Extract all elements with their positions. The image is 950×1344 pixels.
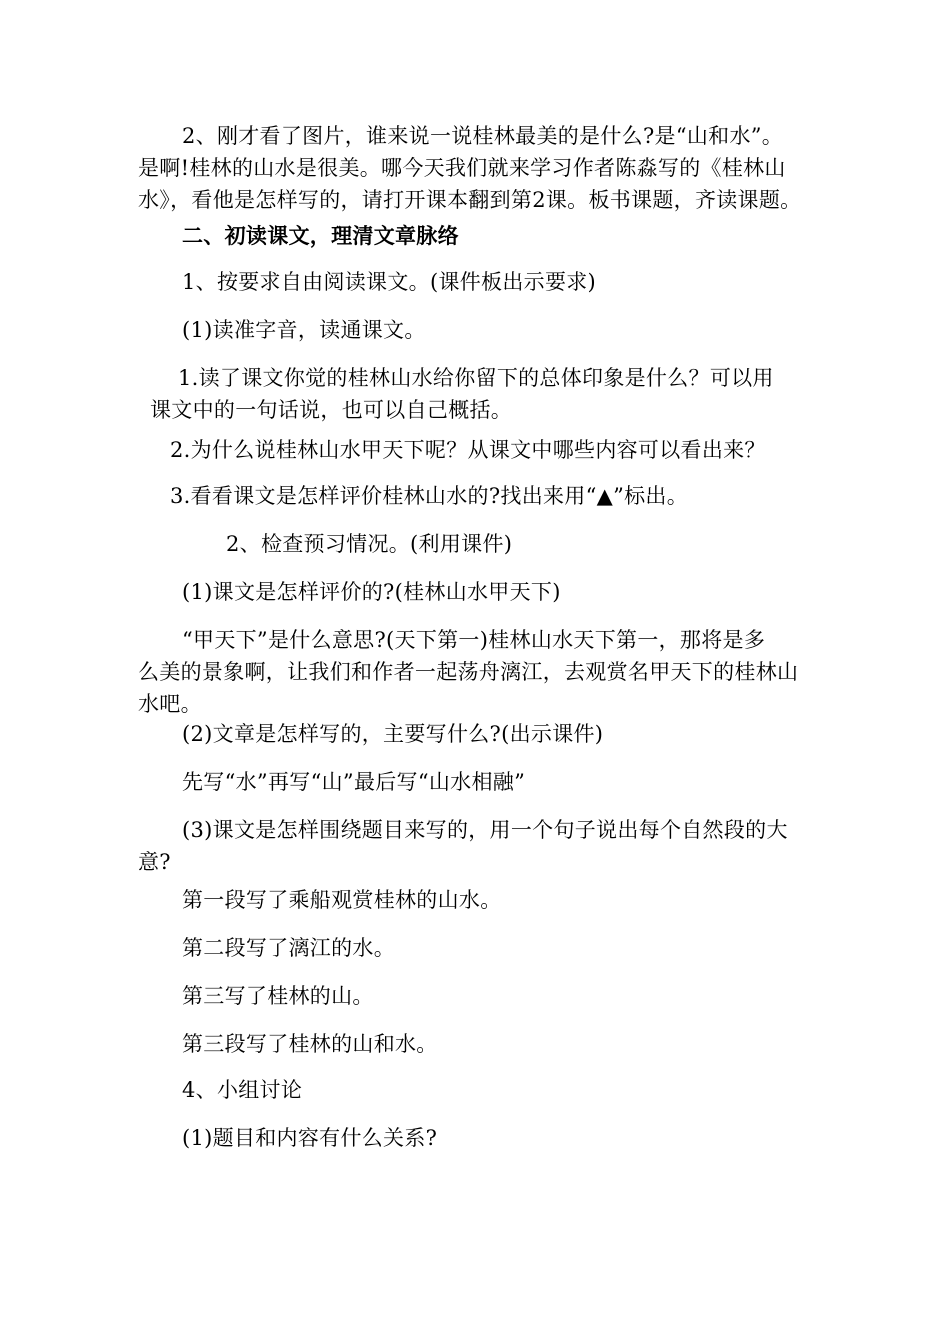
- text-line: (3)课文是怎样围绕题目来写的，用一个句子说出每个自然段的大: [182, 818, 788, 842]
- text-line: 么美的景象啊，让我们和作者一起荡舟漓江，去观赏名甲天下的桂林山: [138, 660, 799, 684]
- paragraph-item-2: (2)文章是怎样写的，主要写什么?(出示课件): [182, 722, 604, 746]
- section-heading: 二、初读课文，理清文章脉络: [182, 223, 459, 248]
- paragraph-question-3: 3.看看课文是怎样评价桂林山水的?找出来用“▲”标出。: [170, 484, 689, 508]
- text-line: 2、刚才看了图片，谁来说一说桂林最美的是什么?是“山和水”。: [182, 124, 784, 148]
- paragraph-section-3b: 第三段写了桂林的山和水。: [182, 1032, 438, 1056]
- paragraph-section-1: 第一段写了乘船观赏桂林的山水。: [182, 888, 502, 912]
- paragraph-item-3: [138, 814, 818, 878]
- text-line: 课文中的一句话说，也可以自己概括。: [150, 398, 513, 422]
- text-line: 意?: [138, 850, 171, 874]
- text-line: 是啊!桂林的山水是很美。哪今天我们就来学习作者陈淼写的《桂林山: [138, 156, 786, 180]
- paragraph-step-1: 1、按要求自由阅读课文。(课件板出示要求): [182, 270, 597, 294]
- paragraph-question-1: [150, 362, 830, 426]
- paragraph-step-4: 4、小组讨论: [182, 1078, 303, 1102]
- paragraph-item-1: (1)读准字音，读通课文。: [182, 318, 426, 342]
- paragraph-order: 先写“水”再写“山”最后写“山水相融”: [182, 770, 526, 794]
- paragraph-meaning: [138, 624, 818, 720]
- paragraph-section-3: 第三写了桂林的山。: [182, 984, 374, 1008]
- paragraph-section-2: 第二段写了漓江的水。: [182, 936, 395, 960]
- text-line: 水》，看他是怎样写的，请打开课本翻到第2课。板书课题，齐读课题。: [138, 188, 802, 212]
- paragraph-step-2: 2、检查预习情况。(利用课件): [226, 532, 513, 556]
- paragraph-discussion-1: (1)题目和内容有什么关系?: [182, 1126, 438, 1150]
- paragraph-question-2: 2.为什么说桂林山水甲天下呢？从课文中哪些内容可以看出来？: [170, 438, 766, 462]
- text-line: 1.读了课文你觉的桂林山水给你留下的总体印象是什么？可以用: [178, 366, 774, 390]
- text-line: 水吧。: [138, 692, 202, 716]
- paragraph-item-1-evaluation: (1)课文是怎样评价的?(桂林山水甲天下): [182, 580, 561, 604]
- paragraph-intro-question: [138, 120, 818, 216]
- text-line: “甲天下”是什么意思?(天下第一)桂林山水天下第一，那将是多: [182, 628, 766, 652]
